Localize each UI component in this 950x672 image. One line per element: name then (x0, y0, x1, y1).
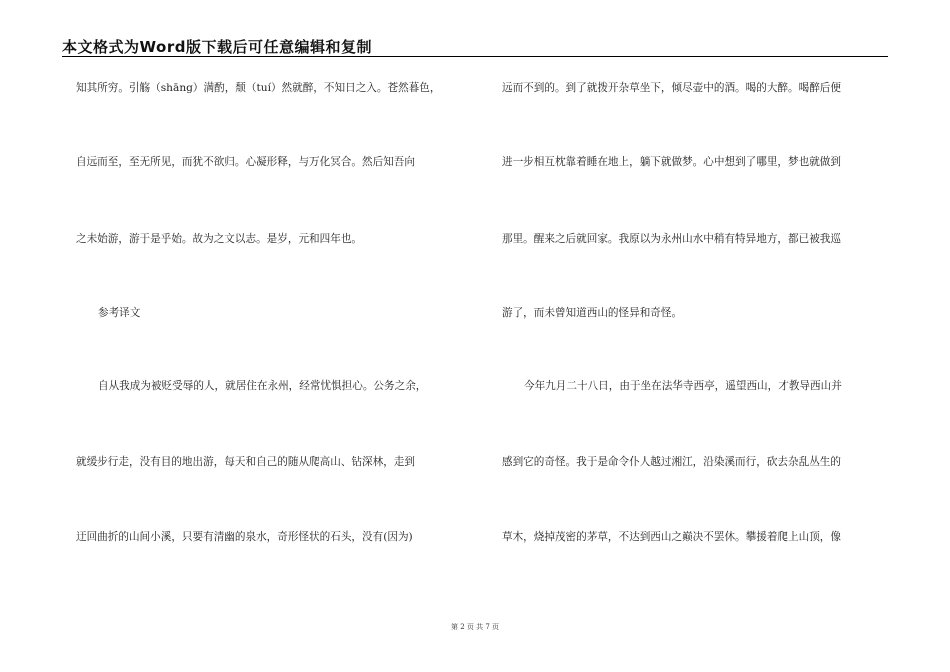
section-heading: 参考译文 (98, 307, 141, 319)
paragraph-line: 远而不到的。到了就拨开杂草坐下，倾尽壶中的酒。喝的大醉。喝醉后便 (502, 82, 841, 94)
paragraph-line: 那里。醒来之后就回家。我原以为永州山水中稍有特异地方，都已被我巡 (502, 233, 841, 245)
document-header-title: 本文格式为Word版下载后可任意编辑和复制 (62, 38, 372, 56)
paragraph-line: 今年九月二十八日，由于坐在法华寺西亭，遥望西山，才教导西山并 (524, 380, 842, 392)
paragraph-line: 之未始游，游于是乎始。故为之文以志。是岁，元和四年也。 (76, 233, 363, 245)
paragraph-line: 草木，烧掉茂密的茅草，不达到西山之巅决不罢休。攀援着爬上山顶，像 (502, 531, 841, 543)
paragraph-line: 游了，而未曾知道西山的怪异和奇怪。 (502, 307, 683, 319)
paragraph-line: 进一步相互枕靠着睡在地上，躺下就做梦。心中想到了哪里，梦也就做到 (502, 156, 841, 168)
paragraph-line: 感到它的奇怪。我于是命令仆人越过湘江，沿染溪而行，砍去杂乱丛生的 (502, 456, 841, 468)
page-number-footer: 第 2 页 共 7 页 (450, 623, 500, 631)
paragraph-line: 自从我成为被贬受辱的人，就居住在永州，经常忧惧担心。公务之余， (98, 380, 427, 392)
paragraph-line: 就缓步行走，没有目的地出游，每天和自己的随从爬高山、钻深林，走到 (76, 456, 415, 468)
paragraph-line: 迂回曲折的山间小溪，只要有清幽的泉水，奇形怪状的石头，没有(因为) (76, 531, 413, 543)
paragraph-line: 知其所穷。引觞（shāng）满酌，颓（tuí）然就醉，不知日之入。苍然暮色， (76, 82, 441, 94)
header-divider (62, 56, 888, 57)
paragraph-line: 自远而至，至无所见，而犹不欲归。心凝形释，与万化冥合。然后知吾向 (76, 156, 415, 168)
